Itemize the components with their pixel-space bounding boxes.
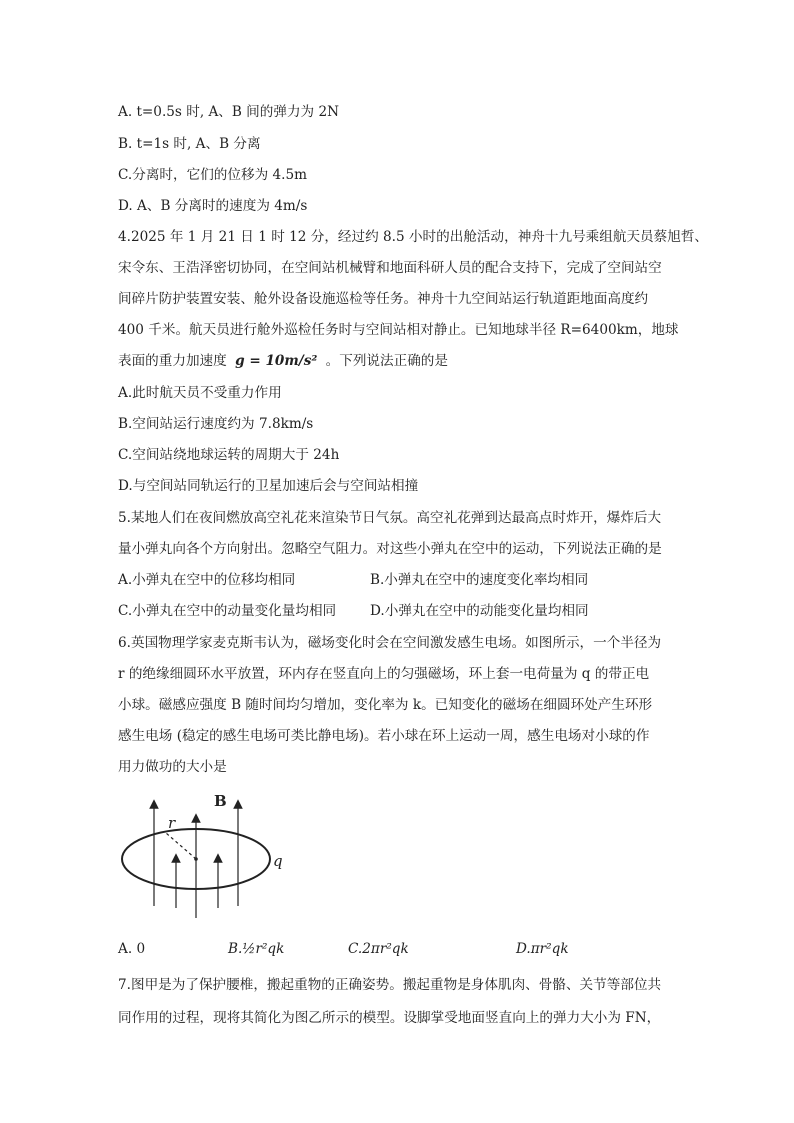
q6-option-a: A. 0 [118, 941, 146, 957]
q4-stem-line: 宋令东、王浩泽密切协同，在空间站机械臂和地面科研人员的配合支持下，完成了空间站空 [118, 260, 662, 276]
label-b: B [214, 792, 227, 810]
q5-option-c: C.小弹丸在空中的动量变化量均相同 [118, 603, 337, 619]
label-q: q [273, 852, 283, 870]
option-c: C.分离时，它们的位移为 4.5m [118, 167, 308, 183]
q5-stem-line: 量小弹丸向各个方向射出。忽略空气阻力。对这些小弹丸在空中的运动，下列说法正确的是 [118, 541, 662, 557]
q6-stem-line: 小球。磁感应强度 B 随时间均匀增加，变化率为 k。已知变化的磁场在细圆环处产生环形 [118, 697, 653, 713]
q7-stem-line: 同作用的过程，现将其简化为图乙所示的模型。设脚掌受地面竖直向上的弹力大小为 FN， [118, 1010, 661, 1026]
q5-option-d: D.小弹丸在空中的动能变化量均相同 [370, 603, 589, 619]
q6-stem-line: 感生电场 (稳定的感生电场可类比静电场)。若小球在环上运动一周，感生电场对小球的作 [118, 728, 650, 744]
q4-stem-suffix: 。下列说法正确的是 [325, 353, 448, 369]
q6-stem-line: r 的绝缘细圆环水平放置，环内存在竖直向上的匀强磁场，环上套一电荷量为 q 的带正电 [118, 666, 650, 682]
q4-stem-line: 400 千米。航天员进行舱外巡检任务时与空间站相对静止。已知地球半径 R=6400km，地球 [118, 322, 679, 338]
q4-stem-line [118, 352, 448, 370]
q5-option-a: A.小弹丸在空中的位移均相同 [118, 572, 296, 588]
center-dot [194, 857, 198, 861]
option-b: B. t=1s 时, A、B 分离 [118, 136, 261, 152]
q6-option-b: B.½r²qk [228, 941, 285, 957]
q4-option-d: D.与空间站同轨运行的卫星加速后会与空间站相撞 [118, 478, 419, 494]
q4-stem-prefix: 表面的重力加速度 [118, 353, 227, 369]
option-d: D. A、B 分离时的速度为 4m/s [118, 198, 308, 214]
q4-stem-line: 4.2025 年 1 月 21 日 1 时 12 分，经过约 8.5 小时的出舱活动，神舟十九号乘组航天员蔡旭哲、 [118, 229, 709, 245]
q5-option-b: B.小弹丸在空中的速度变化率均相同 [370, 572, 589, 588]
q6-stem-line: 6.英国物理学家麦克斯韦认为，磁场变化时会在空间激发感生电场。如图所示，一个半径为 [118, 635, 662, 651]
q6-option-d: D.πr²qk [516, 941, 569, 957]
q7-stem-line: 7.图甲是为了保护腰椎，搬起重物的正确姿势。搬起重物是身体肌肉、骨骼、关节等部位共 [118, 977, 662, 993]
label-r: r [168, 814, 176, 832]
q4-option-c: C.空间站绕地球运转的周期大于 24h [118, 447, 340, 463]
q5-stem-line: 5.某地人们在夜间燃放高空礼花来渲染节日气氛。高空礼花弹到达最高点时炸开，爆炸后大 [118, 510, 662, 526]
q6-option-c: C.2πr²qk [348, 941, 409, 957]
q4-stem-line: 间碎片防护装置安装、舱外设备设施巡检等任务。神舟十九空间站运行轨道距地面高度约 [118, 291, 649, 307]
ring-magnetic-field-figure [118, 786, 298, 926]
q4-option-b: B.空间站运行速度约为 7.8km/s [118, 416, 314, 432]
gravity-formula: g = 10m/s² [235, 353, 318, 369]
q4-option-a: A.此时航天员不受重力作用 [118, 385, 282, 401]
radius-line [166, 833, 196, 859]
option-a: A. t=0.5s 时, A、B 间的弹力为 2N [118, 104, 340, 120]
q6-stem-line: 用力做功的大小是 [118, 759, 227, 775]
